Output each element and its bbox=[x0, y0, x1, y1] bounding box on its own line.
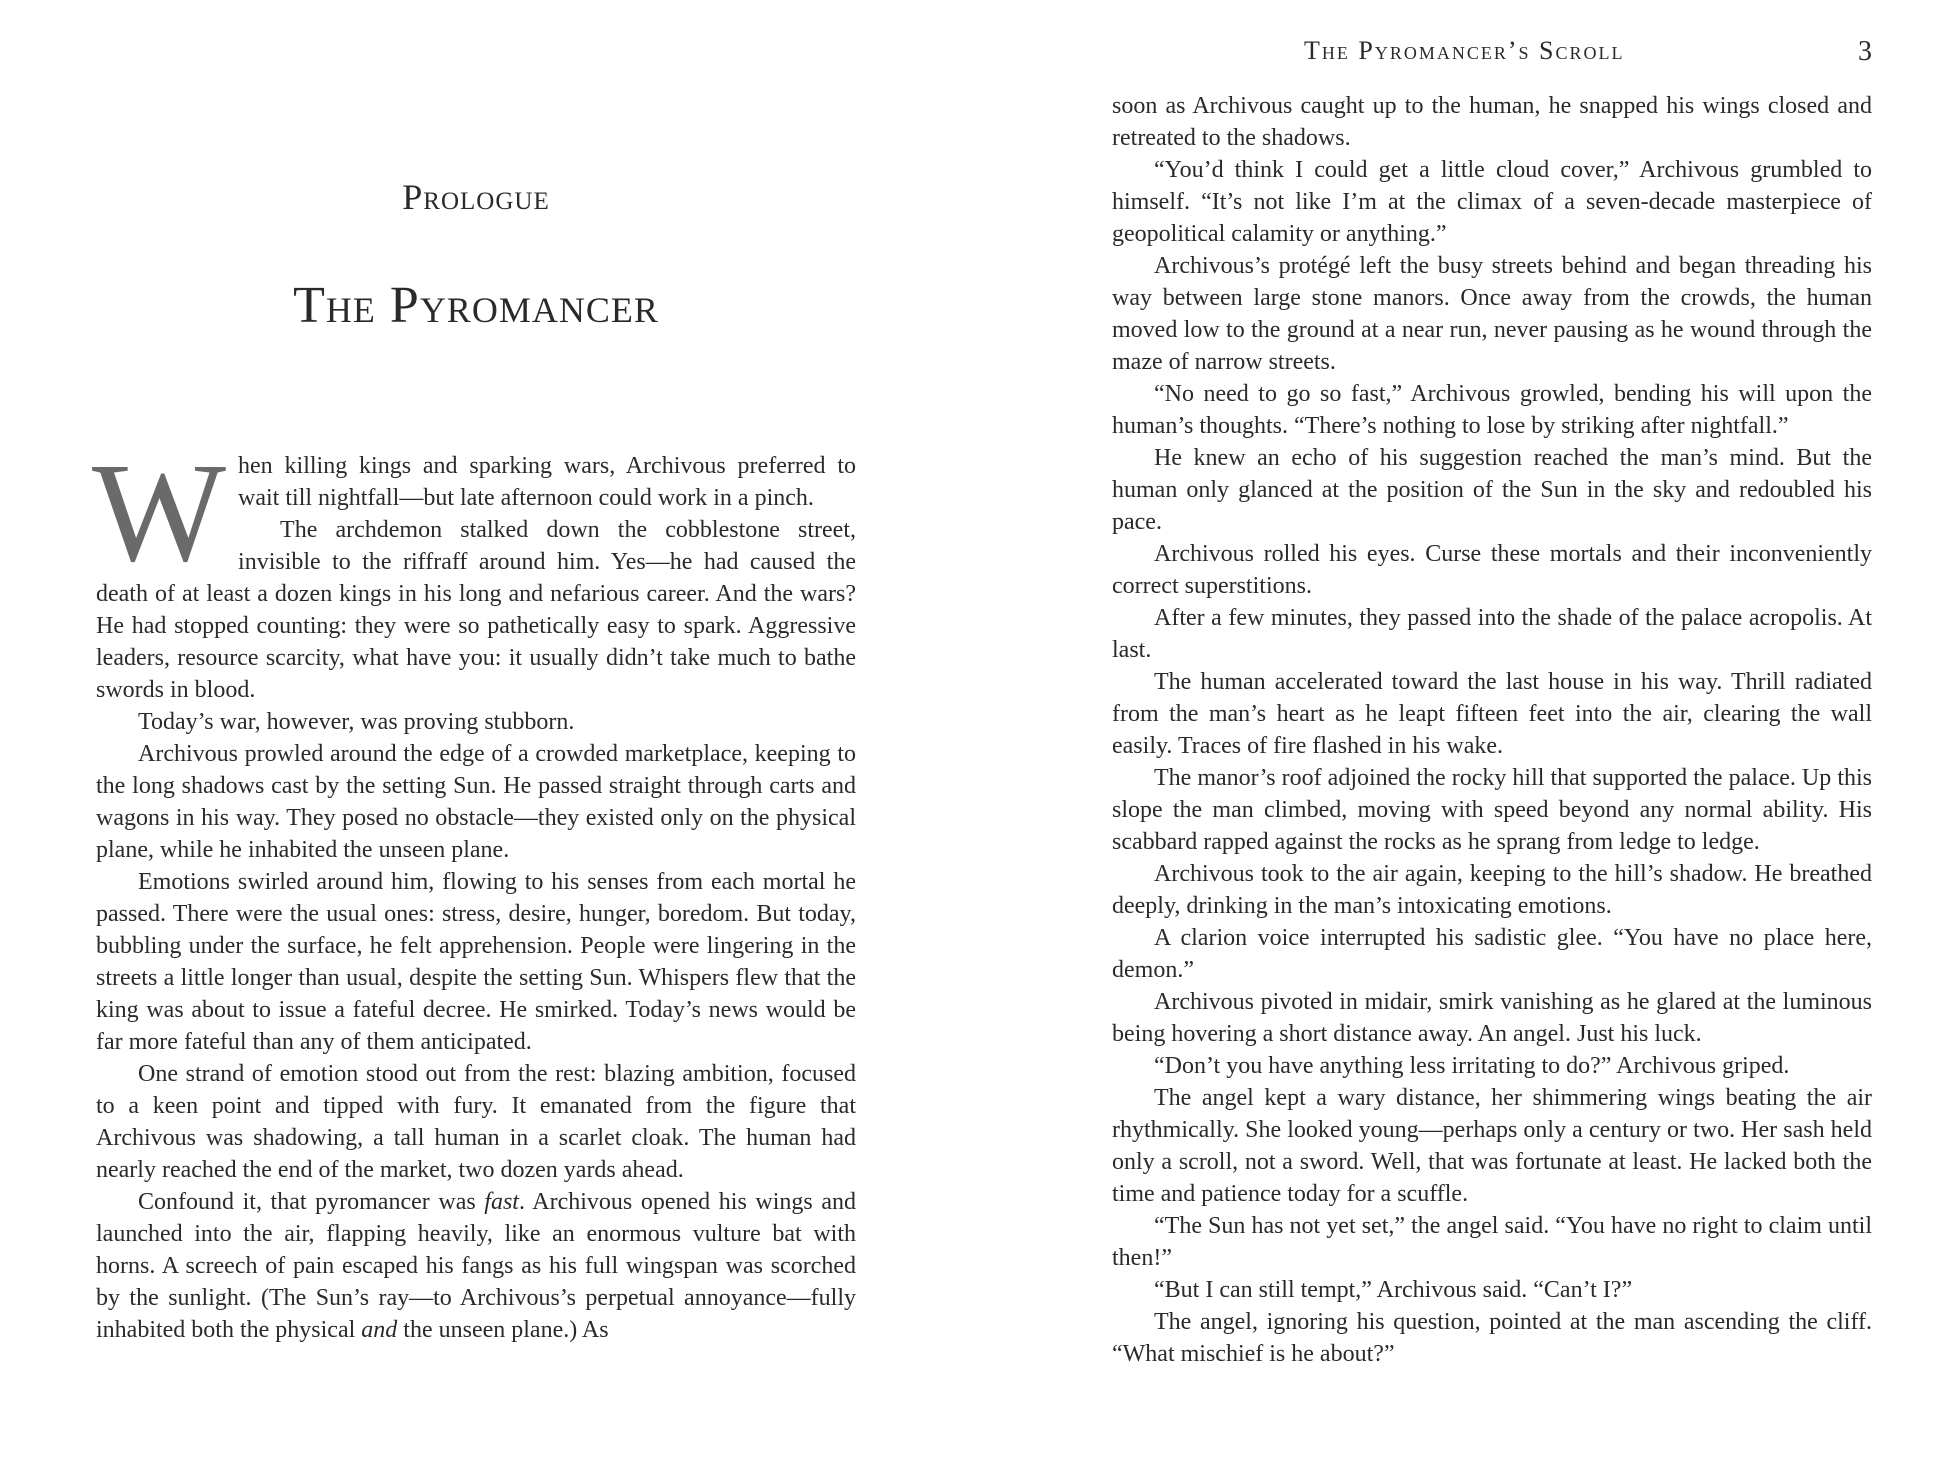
running-head bbox=[1112, 36, 1872, 66]
paragraph-text: Confound it, that pyromancer was bbox=[138, 1189, 485, 1215]
paragraph: “But I can still tempt,” Archivous said. “Can’t I?” bbox=[1154, 1277, 1633, 1303]
paragraph: “The Sun has not yet set,” the angel said. “You have no right to claim until then!” bbox=[1112, 1213, 1872, 1271]
paragraph: A clarion voice interrupted his sadistic glee. “You have no place here, demon.” bbox=[1112, 925, 1872, 983]
drop-cap: W bbox=[92, 433, 227, 591]
paragraph: After a few minutes, they passed into the shade of the palace acropolis. At last. bbox=[1112, 605, 1872, 663]
paragraph: The human accelerated toward the last house in his way. Thrill radiated from the man’s heart as he leapt fifteen feet into the air, clearing the wall easily. Traces of fire flashed in his wake. bbox=[1112, 669, 1872, 759]
paragraph: soon as Archivous caught up to the human, he snapped his wings closed and retreated to the shadows. bbox=[1112, 93, 1872, 151]
paragraph: Archivous took to the air again, keeping to the hill’s shadow. He breathed deeply, drinking in the man’s intoxicating emotions. bbox=[1112, 861, 1872, 919]
paragraph: “No need to go so fast,” Archivous growled, bending his will upon the human’s thoughts. “There’s nothing to lose by striking after nightfall.” bbox=[1112, 381, 1872, 439]
chapter-title: The Pyromancer bbox=[293, 277, 659, 334]
paragraph: Today’s war, however, was proving stubborn. bbox=[138, 709, 575, 735]
paragraph: Archivous pivoted in midair, smirk vanishing as he glared at the luminous being hovering a short distance away. An angel. Just his luck. bbox=[1112, 989, 1872, 1047]
paragraph: One strand of emotion stood out from the rest: blazing ambition, focused to a keen point and tipped with fury. It emanated from the figure that Archivous was shadowing, a tall human in a scarlet cloak. The human had nearly reached the end of the market, two dozen yards ahead. bbox=[96, 1061, 856, 1183]
paragraph: The manor’s roof adjoined the rocky hill that supported the palace. Up this slope the man climbed, moving with speed beyond any normal ability. His scabbard rapped against the rocks as he sprang from ledge to ledge. bbox=[1112, 765, 1872, 855]
running-title: The Pyromancer’s Scroll bbox=[1304, 36, 1625, 65]
paragraph: Archivous rolled his eyes. Curse these mortals and their inconveniently correct superstitions. bbox=[1112, 541, 1872, 599]
paragraph: The archdemon stalked down the cobblestone street, invisible to the riffraff around him. Yes—he had caused the death of at least a dozen kings in his long and nefarious career. And the wars? He had stopped counting: they were so pathetically easy to spark. Aggressive leaders, resource scarcity, what have you: it usually didn’t take much to bathe swords in blood. bbox=[96, 517, 856, 703]
right-page bbox=[1112, 0, 1872, 1460]
left-page bbox=[92, 0, 856, 1460]
paragraph-text: hen killing kings and sparking wars, Archivous preferred to wait till nightfall—but late afternoon could work in a pinch. bbox=[238, 453, 856, 511]
paragraph: Emotions swirled around him, flowing to his senses from each mortal he passed. There were the usual ones: stress, desire, hunger, boredom. But today, bubbling under the surface, he felt apprehension. People were lingering in the streets a little longer than usual, despite the setting Sun. Whispers flew that the king was about to issue a fateful decree. He smirked. Today’s news would be far more fateful than any of them anticipated. bbox=[96, 869, 856, 1055]
emphasis-text: and bbox=[361, 1317, 398, 1343]
prologue-label: Prologue bbox=[402, 177, 550, 217]
right-body-text bbox=[1112, 90, 1872, 1370]
page-number: 3 bbox=[1858, 36, 1872, 67]
paragraph: “You’d think I could get a little cloud cover,” Archivous grumbled to himself. “It’s not like I’m at the climax of a seven-decade masterpiece of geopolitical calamity or anything.” bbox=[1112, 157, 1872, 247]
paragraph-text: the unseen plane.) As bbox=[397, 1317, 609, 1343]
paragraph: The angel, ignoring his question, pointed at the man ascending the cliff. “What mischief is he about?” bbox=[1112, 1309, 1872, 1367]
paragraph bbox=[96, 1186, 856, 1346]
paragraph: The angel kept a wary distance, her shimmering wings beating the air rhythmically. She looked young—perhaps only a century or two. Her sash held only a scroll, not a sword. Well, that was fortunate at least. He lacked both the time and patience today for a scuffle. bbox=[1112, 1085, 1872, 1207]
paragraph: He knew an echo of his suggestion reached the man’s mind. But the human only glanced at the position of the Sun in the sky and redoubled his pace. bbox=[1112, 445, 1872, 535]
left-body-text bbox=[92, 433, 856, 1346]
paragraph: Archivous prowled around the edge of a crowded marketplace, keeping to the long shadows cast by the setting Sun. He passed straight through carts and wagons in his way. They posed no obstacle—they existed only on the physical plane, while he inhabited the unseen plane. bbox=[96, 741, 856, 863]
paragraph: “Don’t you have anything less irritating to do?” Archivous griped. bbox=[1154, 1053, 1790, 1079]
emphasis-text: fast bbox=[484, 1189, 519, 1215]
paragraph bbox=[92, 433, 856, 591]
paragraph-text: . Archivous opened his wings and launched into the air, flapping heavily, like an enormous vulture bat with horns. A screech of pain escaped his fangs as his full wingspan was scorched by the sunlight. (The Sun’s ray—to Archivous’s perpetual annoyance—fully inhabited both the physical bbox=[96, 1189, 856, 1343]
paragraph: Archivous’s protégé left the busy streets behind and began threading his way between large stone manors. Once away from the crowds, the human moved low to the ground at a near run, never pausing as he wound through the maze of narrow streets. bbox=[1112, 253, 1872, 375]
